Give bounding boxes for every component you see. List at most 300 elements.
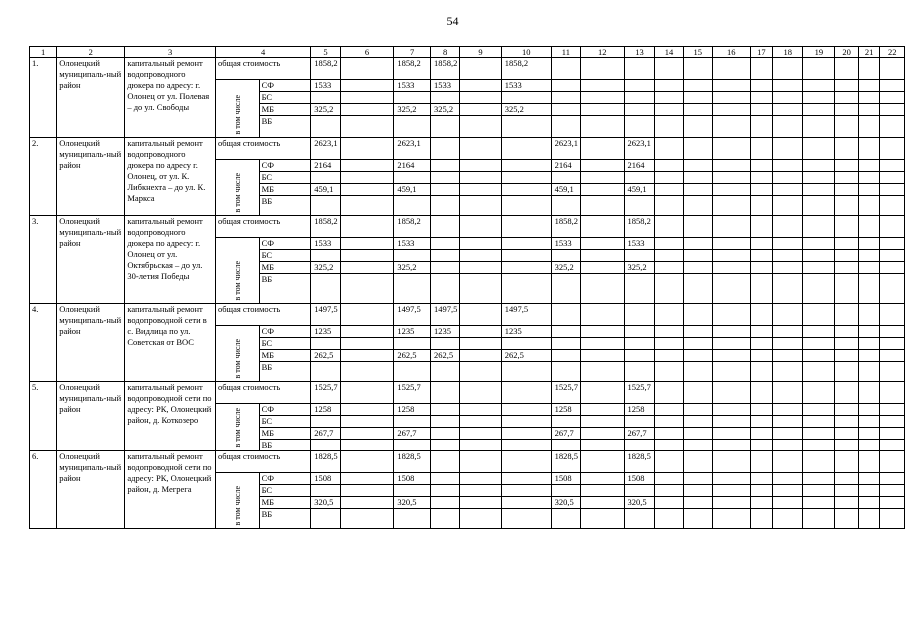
value-cell: 267,7 [394,428,431,440]
value-cell: 1858,2 [501,58,551,80]
value-cell [460,116,501,138]
value-cell [712,184,750,196]
sub-label: в том числе [232,172,242,212]
value-cell [712,338,750,350]
value-cell [880,216,905,238]
value-cell [551,350,580,362]
value-cell: 1858,2 [430,58,459,80]
value-cell [340,362,394,382]
value-cell [311,338,340,350]
value-cell: 2623,1 [551,138,580,160]
value-cell [624,80,655,92]
value-cell: 459,1 [624,184,655,196]
value-cell [803,238,835,250]
value-cell [624,92,655,104]
value-cell [712,238,750,250]
value-cell [712,80,750,92]
value-cell [655,362,683,382]
value-cell [340,80,394,92]
value-cell [683,172,712,184]
fund-code: БС [259,92,311,104]
value-cell [655,485,683,497]
value-cell [835,92,858,104]
value-cell [430,362,459,382]
value-cell [501,497,551,509]
fund-code: МБ [259,497,311,509]
value-cell [683,262,712,274]
value-cell: 1828,5 [311,451,340,473]
value-cell [340,216,394,238]
value-cell [655,473,683,485]
value-cell [683,440,712,451]
header-cell: 14 [655,47,683,58]
value-cell [803,138,835,160]
fund-code: СФ [259,404,311,416]
value-cell [551,338,580,350]
value-cell [750,216,773,238]
value-cell [551,440,580,451]
row-number: 5. [30,382,57,451]
value-cell [460,485,501,497]
value-cell [581,92,624,104]
value-cell: 2164 [624,160,655,172]
value-cell [803,416,835,428]
value-cell [712,326,750,338]
value-cell [712,416,750,428]
value-cell [750,172,773,184]
value-cell [581,485,624,497]
value-cell [858,440,880,451]
value-cell [340,92,394,104]
value-cell [773,160,803,172]
total-label: общая стоимость [215,138,310,160]
value-cell: 1258 [394,404,431,416]
value-cell [551,116,580,138]
value-cell [835,58,858,80]
value-cell [340,172,394,184]
value-cell [750,416,773,428]
value-cell [683,326,712,338]
value-cell [430,440,459,451]
value-cell [430,92,459,104]
value-cell [340,238,394,250]
value-cell [835,350,858,362]
value-cell [624,350,655,362]
value-cell [581,326,624,338]
value-cell [340,338,394,350]
value-cell [803,497,835,509]
fund-code: БС [259,338,311,350]
value-cell: 2623,1 [311,138,340,160]
value-cell [835,382,858,404]
value-cell: 267,7 [624,428,655,440]
value-cell [581,160,624,172]
value-cell [712,104,750,116]
value-cell [712,404,750,416]
value-cell [803,428,835,440]
value-cell [803,250,835,262]
value-cell [773,304,803,326]
value-cell [340,138,394,160]
value-cell [340,416,394,428]
total-label: общая стоимость [215,304,310,326]
value-cell [803,196,835,216]
value-cell [581,416,624,428]
value-cell [683,238,712,250]
value-cell [880,509,905,529]
value-cell [501,451,551,473]
value-cell [430,404,459,416]
value-cell: 320,5 [394,497,431,509]
fund-code: МБ [259,428,311,440]
value-cell [712,138,750,160]
value-cell [858,92,880,104]
budget-table [29,46,905,529]
value-cell [773,497,803,509]
object-cell: капитальный ремонт водопроводной сети в с. Видлица по ул. Советская от ВОС [125,304,216,382]
value-cell [501,250,551,262]
value-cell [750,509,773,529]
value-cell [340,451,394,473]
value-cell [460,382,501,404]
value-cell [460,440,501,451]
value-cell [460,80,501,92]
fund-code: ВБ [259,274,311,304]
value-cell [858,184,880,196]
value-cell [624,58,655,80]
value-cell [835,428,858,440]
sub-label-cell [215,404,259,451]
value-cell [683,216,712,238]
header-cell: 21 [858,47,880,58]
value-cell [750,274,773,304]
value-cell: 1533 [394,80,431,92]
value-cell [803,382,835,404]
value-cell [655,116,683,138]
value-cell [624,274,655,304]
value-cell [340,473,394,485]
value-cell [803,92,835,104]
value-cell [655,104,683,116]
value-cell [750,116,773,138]
value-cell: 1497,5 [430,304,459,326]
value-cell [501,274,551,304]
value-cell [581,104,624,116]
value-cell [773,184,803,196]
value-cell [311,116,340,138]
value-cell [581,262,624,274]
value-cell [394,362,431,382]
table-row [30,304,905,326]
value-cell [880,440,905,451]
value-cell [581,58,624,80]
value-cell [858,80,880,92]
value-cell [683,362,712,382]
value-cell [624,326,655,338]
value-cell [581,250,624,262]
fund-code: ВБ [259,196,311,216]
value-cell [655,92,683,104]
value-cell [803,304,835,326]
value-cell [880,160,905,172]
value-cell: 1525,7 [551,382,580,404]
value-cell: 2623,1 [624,138,655,160]
value-cell: 1828,5 [394,451,431,473]
value-cell [501,196,551,216]
value-cell [835,326,858,338]
value-cell [340,274,394,304]
value-cell [655,58,683,80]
value-cell [773,440,803,451]
header-cell: 15 [683,47,712,58]
value-cell: 1497,5 [311,304,340,326]
value-cell [880,382,905,404]
value-cell [773,509,803,529]
value-cell [460,338,501,350]
value-cell [880,184,905,196]
value-cell [773,262,803,274]
value-cell [551,326,580,338]
value-cell [835,304,858,326]
value-cell [394,416,431,428]
value-cell [835,196,858,216]
value-cell [460,250,501,262]
value-cell [430,428,459,440]
value-cell [551,196,580,216]
value-cell [683,428,712,440]
value-cell [624,509,655,529]
district-cell: Олонецкий муниципаль-ный район [57,451,125,529]
value-cell [683,274,712,304]
value-cell [340,250,394,262]
value-cell [750,250,773,262]
value-cell [340,440,394,451]
value-cell [750,362,773,382]
header-cell: 13 [624,47,655,58]
value-cell [880,250,905,262]
value-cell [750,404,773,416]
value-cell [750,138,773,160]
value-cell [340,485,394,497]
value-cell [683,138,712,160]
value-cell [880,80,905,92]
value-cell [712,92,750,104]
value-cell [501,262,551,274]
value-cell [430,509,459,529]
value-cell [712,304,750,326]
value-cell [880,362,905,382]
value-cell [581,509,624,529]
value-cell [460,509,501,529]
value-cell [460,92,501,104]
value-cell [581,116,624,138]
value-cell [803,160,835,172]
value-cell [551,509,580,529]
value-cell [683,104,712,116]
sub-label-cell [215,80,259,138]
value-cell [835,262,858,274]
value-cell [501,428,551,440]
value-cell [683,304,712,326]
fund-code: МБ [259,350,311,362]
value-cell [712,362,750,382]
value-cell [803,216,835,238]
object-cell: капитальный ремонт водопроводного дюкера по адресу: г. Олонец от ул. Октябрьская – до ул. 30-летия Победы [125,216,216,304]
value-cell [394,172,431,184]
value-cell [880,262,905,274]
value-cell [803,104,835,116]
value-cell [858,428,880,440]
value-cell [880,350,905,362]
district-cell: Олонецкий муниципаль-ный район [57,58,125,138]
district-cell: Олонецкий муниципаль-ный район [57,216,125,304]
value-cell [858,274,880,304]
value-cell [501,138,551,160]
value-cell [430,138,459,160]
value-cell [340,196,394,216]
value-cell [581,428,624,440]
total-label: общая стоимость [215,382,310,404]
value-cell [581,172,624,184]
value-cell: 267,7 [311,428,340,440]
value-cell [624,485,655,497]
value-cell [655,338,683,350]
value-cell: 1235 [311,326,340,338]
table-row [30,382,905,404]
value-cell [501,172,551,184]
value-cell [880,338,905,350]
value-cell [624,104,655,116]
fund-code: СФ [259,238,311,250]
value-cell [880,138,905,160]
value-cell [683,184,712,196]
value-cell [655,172,683,184]
value-cell [712,382,750,404]
value-cell [340,404,394,416]
value-cell [803,274,835,304]
value-cell [655,274,683,304]
value-cell [551,250,580,262]
district-cell: Олонецкий муниципаль-ный район [57,304,125,382]
value-cell: 1858,2 [394,58,431,80]
value-cell [835,451,858,473]
value-cell [750,350,773,362]
value-cell [880,304,905,326]
value-cell [712,216,750,238]
value-cell: 1497,5 [394,304,431,326]
value-cell [835,216,858,238]
value-cell [773,350,803,362]
value-cell: 267,7 [551,428,580,440]
value-cell [803,262,835,274]
value-cell [460,451,501,473]
value-cell [655,440,683,451]
value-cell [655,138,683,160]
value-cell [835,80,858,92]
value-cell [311,485,340,497]
value-cell [773,92,803,104]
value-cell [803,350,835,362]
value-cell [683,92,712,104]
value-cell [340,160,394,172]
value-cell [551,304,580,326]
value-cell [430,184,459,196]
value-cell [624,304,655,326]
value-cell [803,326,835,338]
value-cell [340,497,394,509]
value-cell [311,416,340,428]
value-cell [858,104,880,116]
value-cell [835,138,858,160]
value-cell [460,326,501,338]
value-cell [581,338,624,350]
value-cell [655,184,683,196]
value-cell [501,216,551,238]
value-cell [880,497,905,509]
value-cell [340,382,394,404]
value-cell [551,416,580,428]
value-cell: 1235 [430,326,459,338]
value-cell [858,485,880,497]
sub-label-cell [215,326,259,382]
value-cell [712,509,750,529]
value-cell [551,58,580,80]
value-cell [460,497,501,509]
value-cell [340,116,394,138]
header-cell: 10 [501,47,551,58]
value-cell [773,338,803,350]
row-number: 4. [30,304,57,382]
value-cell: 320,5 [624,497,655,509]
value-cell [858,116,880,138]
value-cell [460,238,501,250]
value-cell: 1497,5 [501,304,551,326]
value-cell [858,451,880,473]
value-cell: 2164 [551,160,580,172]
value-cell: 1508 [394,473,431,485]
total-label: общая стоимость [215,451,310,473]
value-cell [311,172,340,184]
value-cell [501,160,551,172]
value-cell [460,104,501,116]
header-cell: 8 [430,47,459,58]
header-cell: 16 [712,47,750,58]
value-cell [835,250,858,262]
value-cell [655,262,683,274]
value-cell [803,473,835,485]
value-cell [581,473,624,485]
sub-label-cell [215,160,259,216]
value-cell [460,362,501,382]
sub-label: в том числе [232,485,242,525]
value-cell [750,440,773,451]
value-cell [858,58,880,80]
header-cell: 17 [750,47,773,58]
sub-label: в том числе [232,338,242,378]
value-cell [835,104,858,116]
sub-label-cell [215,238,259,304]
value-cell: 262,5 [430,350,459,362]
value-cell: 2623,1 [394,138,431,160]
value-cell [712,262,750,274]
value-cell [581,216,624,238]
sub-label-cell [215,473,259,529]
fund-code: СФ [259,160,311,172]
value-cell: 1828,5 [624,451,655,473]
value-cell [712,172,750,184]
value-cell [773,172,803,184]
value-cell: 1533 [394,238,431,250]
